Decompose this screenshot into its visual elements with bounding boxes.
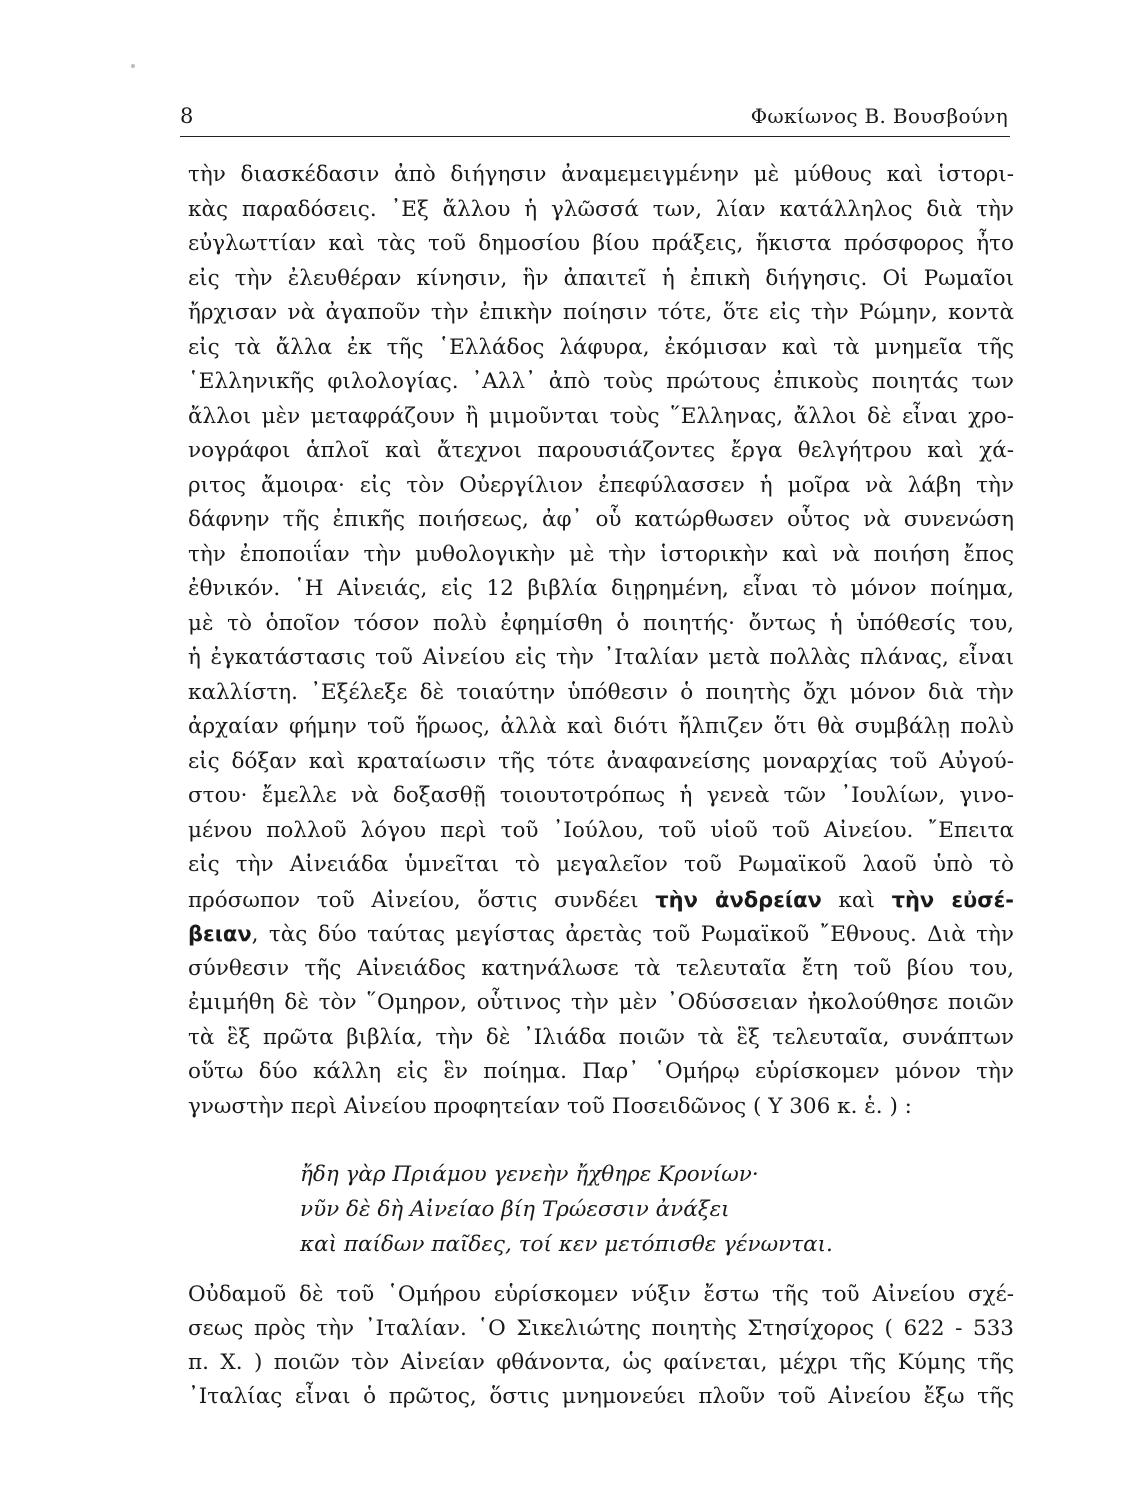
text-line: τὴν διασκέδασιν ἀπὸ διήγησιν ἀναμεμειγμένην μὲ μύθους καὶ ἱστορι- (188, 162, 1014, 187)
text-line: π. Χ. ) ποιῶν τὸν Αἰνείαν φθάνοντα, ὡς φαίνεται, μέχρι τῆς Κύμης τῆς (188, 1350, 1014, 1375)
text-line: τὴν ἐποποιΐαν τὴν μυθολογικὴν μὲ τὴν ἱστορικὴν καὶ νὰ ποιήση ἔπος (188, 541, 1014, 567)
bold-phrase-piety-cont: βειαν (188, 922, 252, 946)
text-line: ῾Ελληνικῆς φιλολογίας. ᾿Αλλ᾿ ἀπὸ τοὺς πρώτους ἐπικοὺς ποιητάς των (188, 369, 1014, 394)
bold-phrase-courage: τὴν ἀνδρείαν (655, 887, 822, 912)
text-line: γνωστὴν περὶ Αἰνείου προφητείαν τοῦ Ποσειδῶνος ( Υ 306 κ. ἑ. ) : (188, 1093, 912, 1119)
text-line: ἄλλοι μὲν μεταφράζουν ἢ μιμοῦνται τοὺς ῞Ελληνας, ἄλλοι δὲ εἶναι χρο- (188, 403, 1014, 429)
running-title: Φωκίωνος Β. Βουσβούνη (750, 104, 1008, 128)
text-line: καλλίστη. ᾿Εξέλεξε δὲ τοιαύτην ὑπόθεσιν ὁ ποιητὴς ὄχι μόνον διὰ τὴν (188, 679, 1014, 705)
text-segment: , τὰς δύο ταύτας μεγίστας ἀρετὰς τοῦ Ρωμαϊκοῦ ῎Εθνους. Διὰ τὴν (251, 922, 1014, 947)
text-line: εἰς τὴν ἐλευθέραν κίνησιν, ἣν ἀπαιτεῖ ἡ ἐπικὴ διήγησις. Οἱ Ρωμαῖοι (188, 265, 1014, 291)
text-segment: καὶ (821, 887, 892, 913)
text-line: εἰς τὴν Αἰνειάδα ὑμνεῖται τὸ μεγαλεῖον τοῦ Ρωμαϊκοῦ λαοῦ ὑπὸ τὸ (188, 852, 1014, 877)
text-line: οὕτω δύο κάλλη εἰς ἓν ποίημα. Παρ᾿ ῾Ομήρῳ εὑρίσκομεν μόνον τὴν (188, 1059, 1014, 1084)
text-line: νογράφοι ἁπλοῖ καὶ ἄτεχνοι παρουσιάζοντες ἔργα θελγήτρου καὶ χά- (188, 438, 1014, 463)
text-line: εἰς τὰ ἄλλα ἐκ τῆς ῾Ελλάδος λάφυρα, ἐκόμισαν καὶ τὰ μνημεῖα τῆς (188, 334, 1014, 360)
text-line: ριτος ἄμοιρα· εἰς τὸν Οὐεργίλιον ἐπεφύλασσεν ἡ μοῖρα νὰ λάβη τὴν (188, 472, 1014, 498)
text-line: ἀρχαίαν φήμην τοῦ ἥρωος, ἀλλὰ καὶ διότι ἤλπιζεν ὅτι θὰ συμβάλῃ πολὺ (188, 714, 1014, 739)
text-line: ᾿Ιταλίας εἶναι ὁ πρῶτος, ὅστις μνημονεύει πλοῦν τοῦ Αἰνείου ἔξω τῆς (188, 1384, 1014, 1409)
verse-line: νῦν δὲ δὴ Αἰνείαο βίη Τρώεσσιν ἀνάξει (300, 1197, 730, 1222)
text-line: ἐθνικόν. ῾Η Αἰνειάς, εἰς 12 βιβλία διῃρημένη, εἶναι τὸ μόνον ποίημα, (188, 576, 1014, 601)
speck (131, 64, 135, 68)
bold-phrase-piety: τὴν εὐσέ- (891, 887, 1014, 912)
text-line: δάφνην τῆς ἐπικῆς ποιήσεως, ἀφ᾿ οὗ κατώρθωσεν οὗτος νὰ συνενώση (188, 507, 1014, 532)
text-line: σεως πρὸς τὴν ᾿Ιταλίαν. ῾Ο Σικελιώτης ποιητὴς Στησίχορος ( 622 - 533 (188, 1316, 1014, 1341)
text-line: εὐγλωττίαν καὶ τὰς τοῦ δημοσίου βίου πράξεις, ἥκιστα πρόσφορος ἦτο (188, 231, 1014, 256)
text-line: Οὐδαμοῦ δὲ τοῦ ῾Ομήρου εὑρίσκομεν νύξιν ἔστω τῆς τοῦ Αἰνείου σχέ- (188, 1282, 1014, 1307)
text-line: εἰς δόξαν καὶ κραταίωσιν τῆς τότε ἀναφανείσης μοναρχίας τοῦ Αὐγού- (188, 748, 1014, 774)
text-segment: πρόσωπον τοῦ Αἰνείου, ὅστις συνδέει (188, 887, 656, 913)
text-line: τὰ ἓξ πρῶτα βιβλία, τὴν δὲ ᾿Ιλιάδα ποιῶν τὰ ἓξ τελευταῖα, συνάπτων (188, 1024, 1014, 1050)
verse-line: ἤδη γὰρ Πριάμου γενεὴν ἤχθηρε Κρονίων· (300, 1162, 759, 1187)
text-line: ἡ ἐγκατάστασις τοῦ Αἰνείου εἰς τὴν ᾿Ιταλίαν μετὰ πολλὰς πλάνας, εἶναι (188, 645, 1014, 670)
text-line: μὲ τὸ ὁποῖον τόσον πολὺ ἐφημίσθη ὁ ποιητής· ὄντως ἡ ὑπόθεσίς του, (188, 610, 1014, 636)
verse-line: καὶ παίδων παῖδες, τοί κεν μετόπισθε γένωνται. (300, 1232, 833, 1257)
text-line: μένου πολλοῦ λόγου περὶ τοῦ ᾿Ιούλου, τοῦ υἱοῦ τοῦ Αἰνείου. ῎Επειτα (188, 817, 1014, 843)
text-line: ἐμιμήθη δὲ τὸν ῞Ομηρον, οὗτινος τὴν μὲν ᾿Οδύσσειαν ἠκολούθησε ποιῶν (188, 990, 1014, 1015)
text-line: κὰς παραδόσεις. ᾿Εξ ἄλλου ἡ γλῶσσά των, λίαν κατάλληλος διὰ τὴν (188, 196, 1014, 222)
text-line: ἤρχισαν νὰ ἀγαποῦν τὴν ἐπικὴν ποίησιν τότε, ὅτε εἰς τὴν Ρώμην, κοντὰ (188, 300, 1014, 325)
page-number: 8 (180, 104, 194, 128)
text-line: σύνθεσιν τῆς Αἰνειάδος κατηνάλωσε τὰ τελευταῖα ἔτη τοῦ βίου του, (188, 955, 1014, 981)
text-line: στου· ἔμελλε νὰ δοξασθῇ τοιουτοτρόπως ἡ γενεὰ τῶν ᾿Ιουλίων, γινο- (188, 783, 1014, 808)
